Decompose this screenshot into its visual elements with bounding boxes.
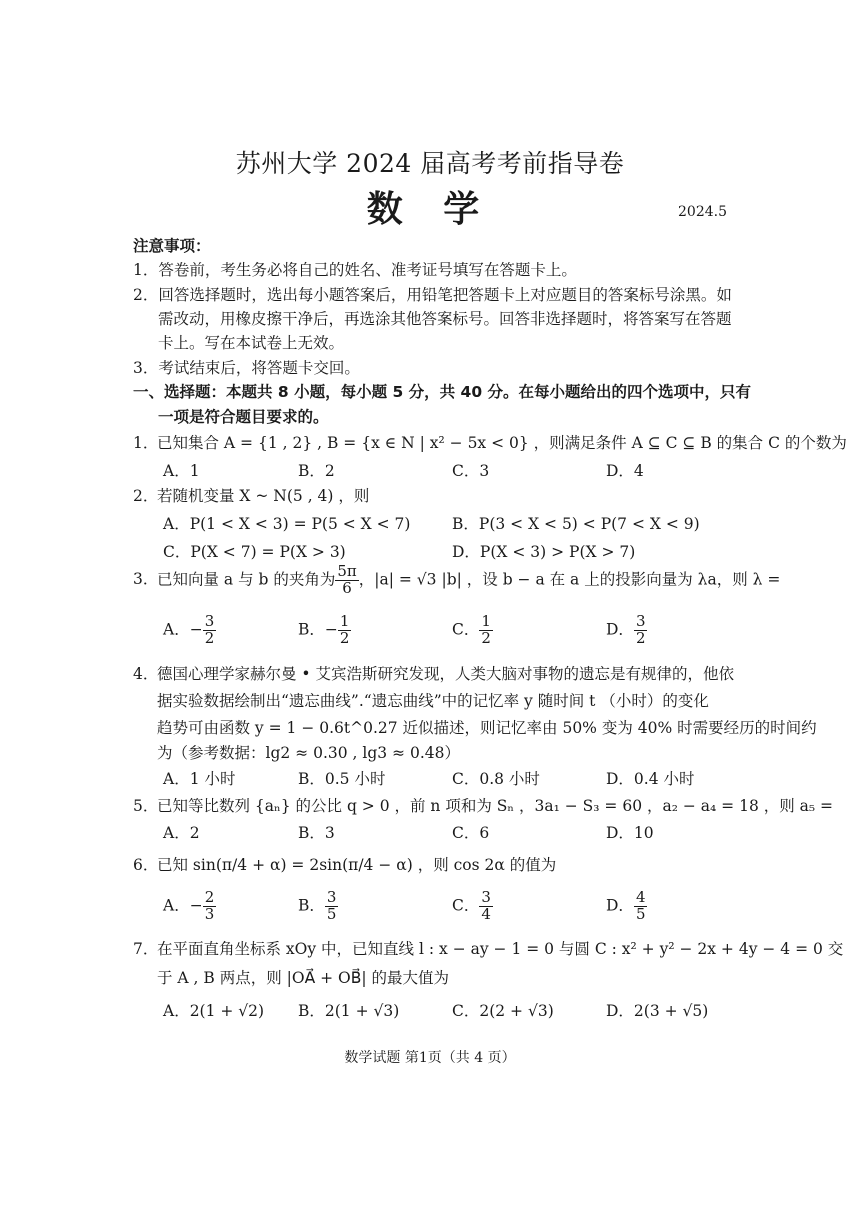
fraction-denominator: 6 [342,578,352,597]
option-c [452,890,493,923]
section-heading-continued: 一项是符合题目要求的。 [158,408,329,426]
option-d: D．P(X < 3) > P(X > 7) [452,543,636,561]
fraction [338,614,352,647]
question-1 [133,431,847,453]
option-b [298,890,338,923]
fraction [479,614,493,647]
question-stem-continued: 趋势可由函数 y = 1 − 0.6t^0.27 近似描述，则记忆率由 50% 变为 40% 时需要经历的时间约 [157,719,817,737]
question-stem: 在平面直角坐标系 xOy 中，已知直线 l : x − ay − 1 = 0 与圆 C : x² + y² − 2x + 4y − 4 = 0 交 [157,940,844,958]
option-c: C．6 [452,824,490,842]
question-3 [133,564,780,597]
question-stem-continued: ，|a| = √3 |b| ，设 b − a 在 a 上的投影向量为 λa，则 λ = [358,570,781,589]
fraction-denominator: 2 [635,628,646,647]
question-stem: 已知向量 a 与 b 的夹角为 [157,570,336,589]
option-c: C．3 [452,462,490,480]
fraction [634,614,648,647]
question-number: 3． [133,570,159,589]
fraction-denominator: 5 [326,904,337,923]
question-7 [133,937,843,959]
fraction-numerator: 2 [204,888,215,906]
fraction-numerator: 1 [481,612,491,630]
question-number: 1． [133,434,159,452]
notice-item: 3．考试结束后，将答题卡交回。 [133,359,360,377]
fraction-denominator: 2 [204,628,215,647]
question-2 [133,484,369,506]
fraction [335,564,358,597]
subject-title: 数 学 [366,189,494,230]
fraction-numerator: 3 [481,888,491,906]
option-c [452,614,493,647]
option-a: A．2 [163,824,200,842]
fraction-numerator: 1 [339,612,350,630]
question-number: 6． [133,856,159,874]
option-d: D．4 [606,462,644,480]
fraction-numerator: 5π [337,562,357,580]
question-stem: 已知 sin(π/4 + α) = 2sin(π/4 − α) ，则 cos 2α 的值为 [157,856,557,874]
question-stem: 若随机变量 X ~ N(5 , 4) ，则 [157,487,370,505]
fraction-denominator: 5 [635,904,646,923]
option-a [163,890,216,923]
question-stem: 已知集合 A = {1 , 2} , B = {x ∈ N | x² − 5x < 0} ，则满足条件 A ⊆ C ⊆ B 的集合 C 的个数为 [157,434,847,452]
notice-item: 2．回答选择题时，选出每小题答案后，用铅笔把答题卡上对应题目的答案标号涂黑。如 [133,286,732,304]
option-b [298,614,351,647]
option-label: C． [452,620,480,639]
fraction [203,890,217,923]
option-label: D． [606,620,634,639]
fraction-denominator: 3 [204,904,215,923]
option-c: C．0.8 小时 [452,770,540,788]
exam-title: 苏州大学 2024 届高考考前指导卷 [235,149,625,178]
option-b: B．0.5 小时 [298,770,386,788]
option-label: C． [452,896,480,915]
question-number: 2． [133,487,159,505]
question-number: 5． [133,797,159,815]
option-label: B． [298,896,325,915]
option-d: D．10 [606,824,654,842]
exam-date: 2024.5 [678,204,727,220]
section-heading: 一、选择题：本题共 8 小题，每小题 5 分，共 40 分。在每小题给出的四个选项中，只有 [133,383,752,401]
question-stem: 德国心理学家赫尔曼 • 艾宾浩斯研究发现，人类大脑对事物的遗忘是有规律的，他依 [157,665,734,683]
notice-item: 1．答卷前，考生务必将自己的姓名、准考证号填写在答题卡上。 [133,261,577,279]
fraction-numerator: 3 [204,612,215,630]
option-d [606,614,647,647]
fraction [634,890,648,923]
question-4 [133,662,734,684]
option-b: B．3 [298,824,335,842]
fraction-denominator: 2 [481,628,491,647]
option-c: C．2(2 + √3) [452,1002,554,1020]
fraction [479,890,493,923]
option-a: A．1 [163,462,200,480]
fraction [325,890,339,923]
option-label: D． [606,896,634,915]
option-b: B．2 [298,462,335,480]
option-d: D．0.4 小时 [606,770,695,788]
option-label: B． [298,620,325,639]
fraction-numerator: 3 [326,888,337,906]
option-sign: − [189,896,203,915]
notice-item-continued: 需改动，用橡皮擦干净后，再选涂其他答案标号。回答非选择题时，将答案写在答题 [158,310,732,328]
question-number: 7． [133,940,159,958]
option-label: A． [163,620,190,639]
option-b: B．2(1 + √3) [298,1002,400,1020]
notice-item-continued: 卡上。写在本试卷上无效。 [158,334,345,352]
fraction [203,614,217,647]
option-a [163,614,216,647]
fraction-denominator: 2 [339,628,350,647]
option-sign: − [324,620,338,639]
fraction-denominator: 4 [481,904,491,923]
fraction-numerator: 3 [635,612,646,630]
question-number: 4． [133,665,159,683]
question-stem-continued: 据实验数据绘制出“遗忘曲线”.“遗忘曲线”中的记忆率 y 随时间 t （小时）的变化 [157,692,709,710]
fraction-numerator: 4 [635,888,646,906]
option-a: A．2(1 + √2) [163,1002,265,1020]
question-stem-continued: 为（参考数据：lg2 ≈ 0.30 , lg3 ≈ 0.48） [157,744,460,762]
question-stem: 已知等比数列 {aₙ} 的公比 q > 0 ，前 n 项和为 Sₙ ，3a₁ − S₃ = 60 ，a₂ − a₄ = 18 ，则 a₅ = [157,797,834,815]
option-c: C．P(X < 7) = P(X > 3) [163,543,346,561]
option-label: A． [163,896,190,915]
notice-heading: 注意事项： [133,237,211,255]
page-footer: 数学试题 第1页（共 4 页） [344,1050,516,1066]
question-6 [133,853,556,875]
option-d: D．2(3 + √5) [606,1002,709,1020]
option-d [606,890,647,923]
option-b: B．P(3 < X < 5) < P(7 < X < 9) [452,515,700,533]
question-5 [133,794,833,816]
option-a: A．P(1 < X < 3) = P(5 < X < 7) [163,515,411,533]
option-a: A．1 小时 [163,770,236,788]
question-stem-continued: 于 A , B 两点，则 |OA⃗ + OB⃗| 的最大值为 [157,969,450,987]
option-sign: − [189,620,203,639]
